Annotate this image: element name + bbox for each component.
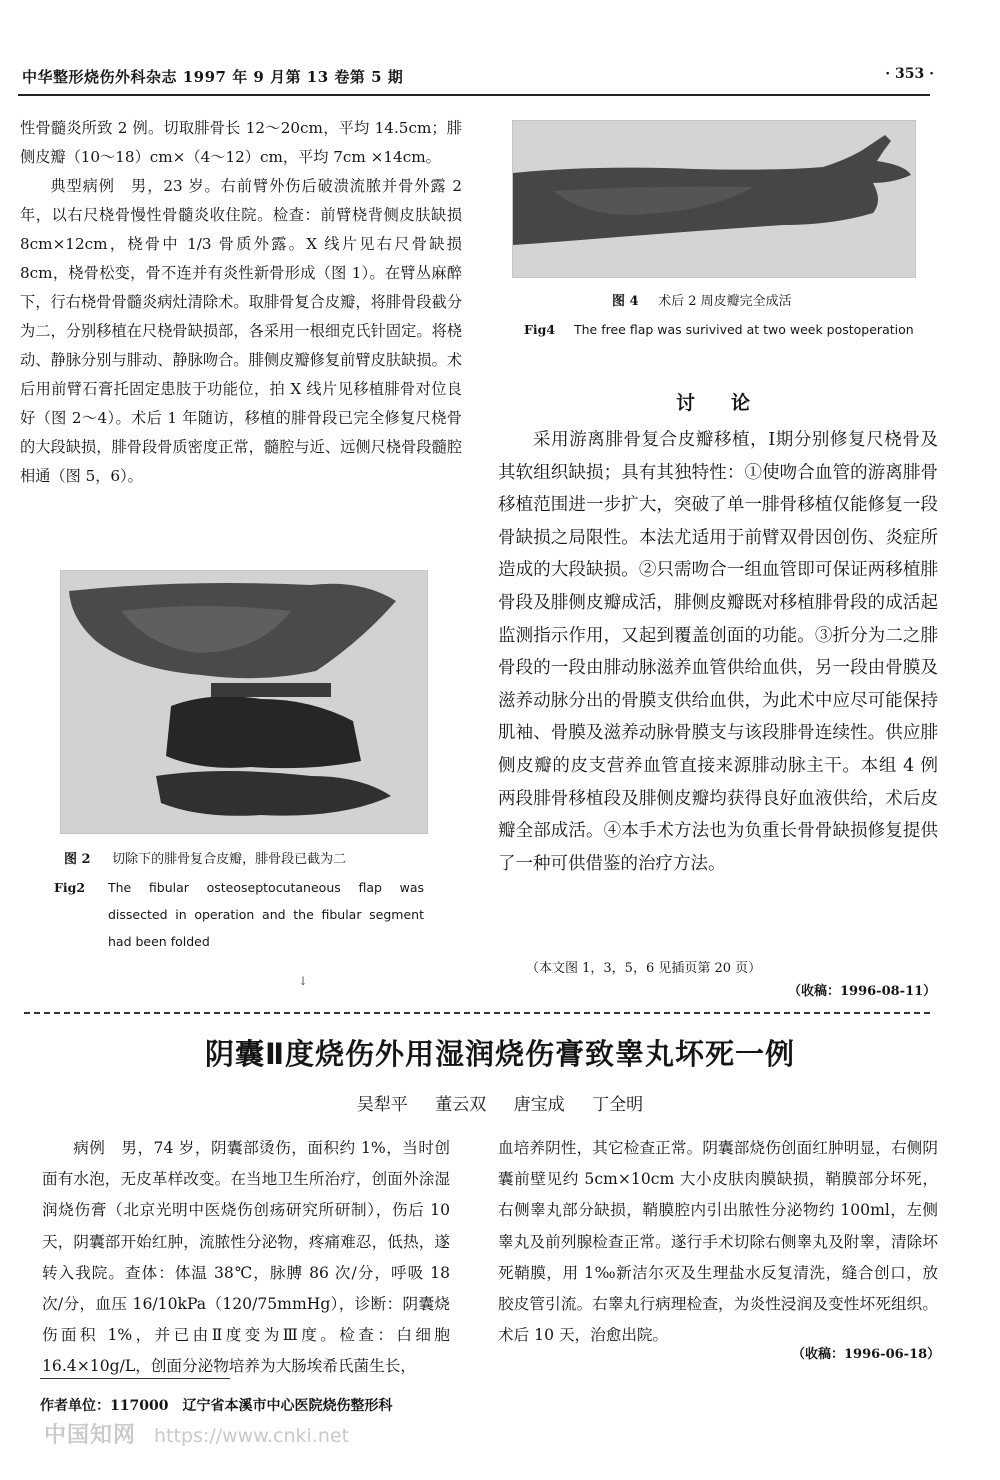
footnote-rule [40, 1378, 230, 1379]
figure-2-photo [60, 570, 428, 834]
stray-mark: ↓ [298, 974, 309, 988]
left-column-text [20, 114, 462, 491]
figure-4-caption-cn-text: 术后 2 周皮瓣完全成活 [658, 294, 792, 309]
discussion-text-block [498, 424, 938, 880]
paragraph-typical-case: 典型病例 男，23 岁。右前臂外伤后破溃流脓并骨外露 2 年，以右尺桡骨慢性骨髓炎收住院。检查：前臂桡背侧皮肤缺损 8cm×12cm，桡骨中 1/3 骨质外露。X 线片见右尺骨缺损 8cm，桡骨松变，骨不连并有炎性新骨形成（图 1）。在臂丛麻醉下，行右桡骨骨髓炎病灶清除术。取腓骨复合皮瓣，将腓骨段截分为二，分别移植在尺桡骨缺损部，各采用一根细克氏针固定。将桡动、静脉分别与腓动、静脉吻合。腓侧皮瓣修复前臂皮肤缺损。术后用前臂石膏托固定患肢于功能位，拍 X 线片见移植腓骨对位良好（图 2～4）。术后 1 年随访，移植的腓骨段已完全修复尺桡骨的大段缺损，腓骨段骨质密度正常，髓腔与近、远侧尺桡骨段髓腔相通（图 5，6）。 [20, 177, 462, 485]
figure-2-label-cn: 图 2 [64, 852, 91, 867]
figure-2-label-en: Fig2 [54, 880, 86, 895]
article-separator [24, 1012, 930, 1014]
cnki-watermark [44, 1418, 349, 1449]
figure-insert-note: （本文图 1，3，5，6 见插页第 20 页） [526, 961, 762, 976]
article-2-authors: 吴犁平 董云双 唐宝成 丁全明 [356, 1095, 644, 1115]
journal-header: 中华整形烧伤外科杂志 1997 年 9 月第 13 卷第 5 期 [22, 68, 404, 86]
discussion-heading: 讨论 [676, 392, 787, 414]
figure-4-label-cn: 图 4 [612, 294, 639, 309]
paragraph-intro-cont: 性骨髓炎所致 2 例。切取腓骨长 12～20cm，平均 14.5cm；腓侧皮瓣（10～18）cm×（4～12）cm，平均 7cm ×14cm。 [20, 119, 462, 166]
figure-2-caption-cn [64, 846, 444, 873]
header-rule [18, 94, 930, 96]
article-2-continued-paragraph: 血培养阴性，其它检查正常。阴囊部烧伤创面红肿明显，右侧阴囊前壁见约 5cm×10cm 大小皮肤肉膜缺损，鞘膜部分坏死，右侧睾丸部分缺损，鞘膜腔内引出脓性分泌物约 100ml，左侧睾丸及前列腺检查正常。遂行手术切除右侧睾丸及附睾，清除坏死鞘膜，用 1‰新洁尔灭及生理盐水反复清洗，缝合创口，放胶皮管引流。右睾丸行病理检查，为炎性浸润及变性坏死组织。术后 10 天，治愈出院。 [498, 1139, 938, 1345]
author-affiliation: 作者单位：117000 辽宁省本溪市中心医院烧伤整形科 [40, 1398, 393, 1414]
received-date-1: （收稿：1996-08-11） [788, 984, 937, 999]
figure-4-label-en: Fig4 [524, 322, 556, 337]
received-date-2: （收稿：1996-06-18） [792, 1347, 941, 1362]
article-2-title: 阴囊Ⅱ度烧伤外用湿润烧伤膏致睾丸坏死一例 [204, 1037, 796, 1071]
discussion-paragraph: 采用游离腓骨复合皮瓣移植，Ⅰ期分别修复尺桡骨及其软组织缺损；具有其独特性：①使吻合血管的游离腓骨移植范围进一步扩大，突破了单一腓骨移植仅能修复一段骨缺损之局限性。本法尤适用于前臂双骨因创伤、炎症所造成的大段缺损。②只需吻合一组血管即可保证两移植腓骨段及腓侧皮瓣成活，腓侧皮瓣既对移植腓骨段的成活起监测指示作用，又起到覆盖创面的功能。③折分为二之腓骨段的一段由腓动脉滋养血管供给血供，另一段由骨膜及滋养动脉分出的骨膜支供给血供，为此术中应尽可能保持肌袖、骨膜及滋养动脉骨膜支与该段腓骨连续性。供应腓侧皮瓣的皮支营养血管直接来源腓动脉主干。本组 4 例两段腓骨移植段及腓侧皮瓣均获得良好血液供给，术后皮瓣全部成活。④本手术方法也为负重长骨骨缺损修复提供了一种可供借鉴的治疗方法。 [498, 430, 938, 874]
cnki-url: https://www.cnki.net [154, 1425, 350, 1447]
figure-2-caption-en-text: The fibular osteoseptocutaneous flap was dissected in operation and the fibular segment had been folded [108, 880, 424, 949]
figure-2-caption-cn-text: 切除下的腓骨复合皮瓣，腓骨段已截为二 [112, 852, 347, 867]
figure-4-caption-cn [612, 288, 912, 315]
cnki-brand: 中国知网 [44, 1423, 137, 1448]
figure-2-image [61, 571, 427, 833]
figure-4-photo [512, 120, 916, 278]
page-number: · 353 · [885, 66, 934, 82]
article-2-right-column [498, 1133, 938, 1351]
figure-2-caption-en [54, 874, 424, 955]
article-2-case-paragraph: 病例 男，74 岁，阴囊部烫伤，面积约 1%，当时创面有水泡，无皮革样改变。在当地卫生所治疗，创面外涂湿润烧伤膏（北京光明中医烧伤创疡研究所研制），伤后 10 天，阴囊部开始红肿，流脓性分泌物，疼痛难忍，低热，遂转入我院。查体：体温 38℃，脉膊 86 次/分，呼吸 18 次/分，血压 16/10kPa（120/75mmHg），诊断：阴囊烧伤面积 1%，并已由Ⅱ度变为Ⅲ度。检查：白细胞 16.4×10g/L，创面分泌物培养为大肠埃希氏菌生长， [42, 1139, 450, 1376]
figure-4-caption-en [524, 316, 914, 343]
figure-4-caption-en-text: The free flap was surivived at two week postoperation [574, 322, 914, 337]
article-2-left-column [42, 1133, 450, 1383]
figure-4-image [513, 121, 915, 277]
